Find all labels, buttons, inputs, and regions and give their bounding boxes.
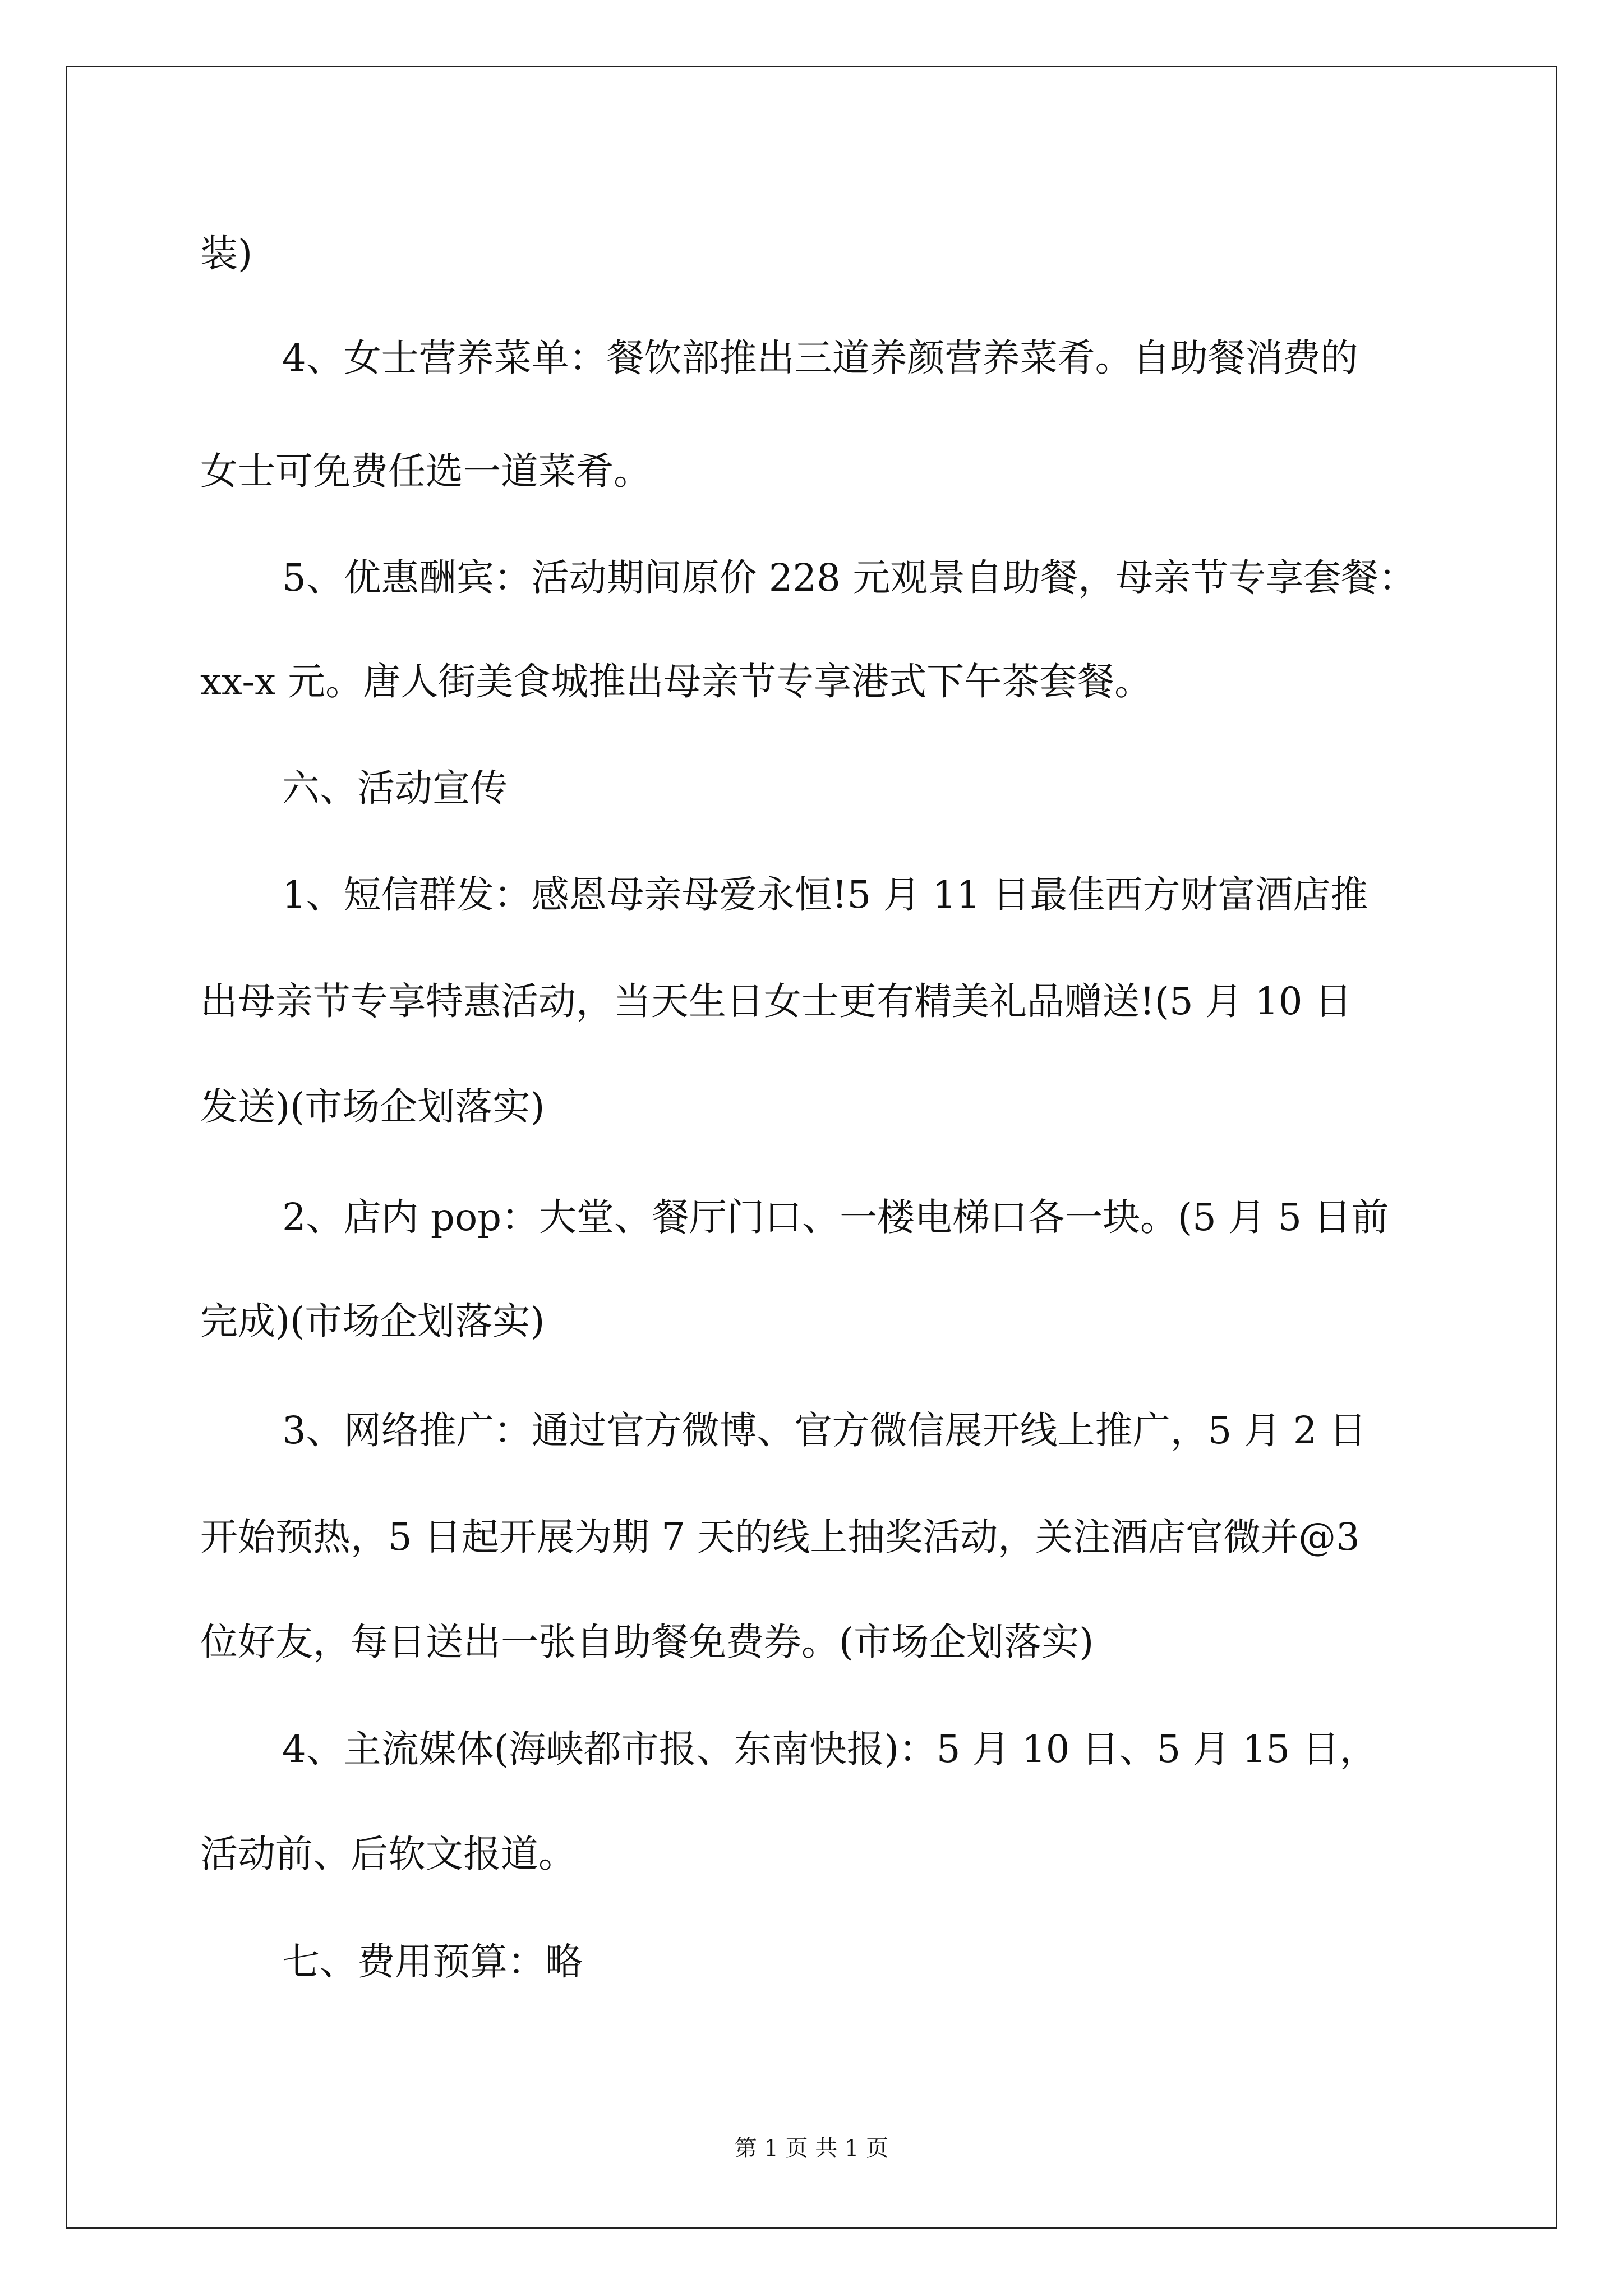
paragraph-line: 出母亲节专享特惠活动，当天生日女士更有精美礼品赠送!(5 月 10 日: [200, 979, 1352, 1023]
paragraph-line: 5、优惠酬宾：活动期间原价 228 元观景自助餐，母亲节专享套餐：: [282, 556, 1417, 600]
section-heading: 六、活动宣传: [282, 766, 508, 810]
paragraph-line: 4、主流媒体(海峡都市报、东南快报)：5 月 10 日、5 月 15 日，: [282, 1727, 1377, 1771]
page-border: [66, 66, 1557, 2229]
paragraph-line: 开始预热，5 日起开展为期 7 天的线上抽奖活动，关注酒店官微并@3: [200, 1515, 1360, 1559]
paragraph-line: xx-x 元。唐人街美食城推出母亲节专享港式下午茶套餐。: [200, 660, 1152, 703]
paragraph-line: 完成)(市场企划落实): [200, 1299, 545, 1343]
paragraph-line: 装): [200, 232, 253, 275]
paragraph-line: 活动前、后软文报道。: [200, 1832, 576, 1876]
paragraph-line: 1、短信群发：感恩母亲母爱永恒!5 月 11 日最佳西方财富酒店推: [282, 873, 1368, 917]
paragraph-line: 女士可免费任选一道菜肴。: [200, 449, 651, 493]
paragraph-line: 发送)(市场企划落实): [200, 1085, 545, 1129]
section-heading: 七、费用预算：略: [282, 1940, 583, 1984]
paragraph-line: 3、网络推广：通过官方微博、官方微信展开线上推广，5 月 2 日: [282, 1409, 1367, 1452]
paragraph-line: 4、女士营养菜单：餐饮部推出三道养颜营养菜肴。自助餐消费的: [282, 336, 1358, 380]
paragraph-line: 位好友，每日送出一张自助餐免费券。(市场企划落实): [200, 1620, 1094, 1664]
paragraph-line: 2、店内 pop：大堂、餐厅门口、一楼电梯口各一块。(5 月 5 日前: [282, 1195, 1389, 1239]
page-footer: 第 1 页 共 1 页: [734, 2136, 889, 2161]
